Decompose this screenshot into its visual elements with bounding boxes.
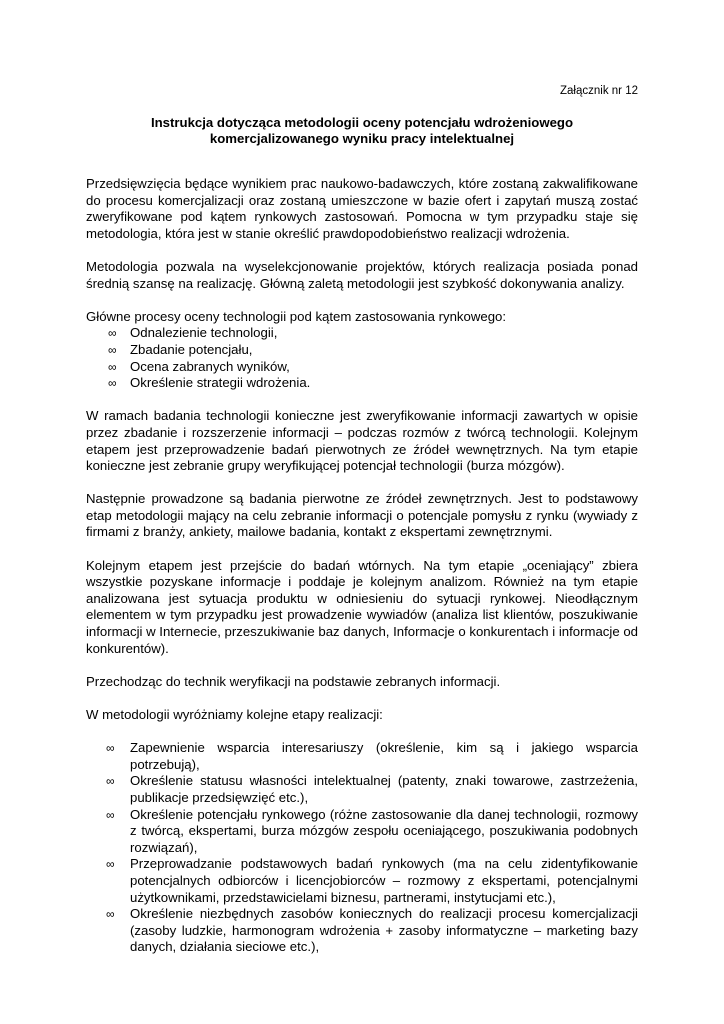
infinity-bullet-icon: ∞ xyxy=(108,376,117,391)
paragraph-processes-heading: Główne procesy oceny technologii pod kątem zastosowania rynkowego: xyxy=(86,308,507,324)
title-line-1: Instrukcja dotycząca metodologii oceny potencjału wdrożeniowego xyxy=(150,115,574,130)
infinity-bullet-icon: ∞ xyxy=(108,342,117,357)
stages-list xyxy=(86,740,638,956)
paragraph-secondary-research: Kolejnym etapem jest przejście do badań wtórnych. Na tym etapie „oceniający” zbiera wszystkie pozyskane informacje i poddaje je kolejnym analizom. Również na tym etapie analizowana jest sytuacja produktu w odniesieniu do sytuacji rynkowej. Nieodłącznym elementem w tym przypadku jest prowadzenie wywiadów (analiza list klientów, poszukiwanie informacji w Internecie, przeszukiwanie baz danych, Informacje o konkurentach i informacje od konkurentów). xyxy=(86,557,638,656)
infinity-bullet-icon: ∞ xyxy=(108,326,117,341)
infinity-bullet-icon: ∞ xyxy=(106,774,115,789)
paragraph-external-research: Następnie prowadzone są badania pierwotne ze źródeł zewnętrznych. Jest to podstawowy etap metodologii mający na celu zebranie informacji o potencjale pomysłu z rynku (wywiady z firmami z branży, ankiety, mailowe badania, kontakt z ekspertami zewnętrznymi. xyxy=(86,491,638,540)
list-item: ∞ Zbadanie potencjału, xyxy=(108,341,253,357)
paragraph-verification: Przechodząc do technik weryfikacji na podstawie zebranych informacji. xyxy=(86,673,501,689)
list-item: ∞ Określenie statusu własności intelektualnej (patenty, znaki towarowe, zastrzeżenia, publikacje przedsięwzięć etc.), xyxy=(106,773,638,805)
paragraph-methodology: Metodologia pozwala na wyselekcjonowanie projektów, których realizacja posiada ponad średnią szansę na realizację. Główną zaletą metodologii jest szybkość dokonywania analizy. xyxy=(86,258,638,291)
title-line-2: komercjalizowanego wyniku pracy intelektualnej xyxy=(209,131,515,146)
list-item: ∞ Odnalezienie technologii, xyxy=(108,325,278,341)
list-item: ∞ Zapewnienie wsparcia interesariuszy (określenie, kim są i jakiego wsparcia potrzebują), xyxy=(106,740,638,772)
list-item: ∞ Określenie niezbędnych zasobów koniecznych do realizacji procesu komercjalizacji (zasoby ludzkie, harmonogram wdrożenia + zasoby informatyczne – marketing bazy danych, działania sieciowe etc.), xyxy=(106,906,638,955)
infinity-bullet-icon: ∞ xyxy=(106,907,115,922)
infinity-bullet-icon: ∞ xyxy=(108,359,117,374)
paragraph-research: W ramach badania technologii konieczne jest zweryfikowanie informacji zawartych w opisie przez zbadanie i rozszerzenie informacji – podczas rozmów z twórcą technologii. Kolejnym etapem jest przeprowadzenie badań pierwotnych ze źródeł wewnętrznych. Na tym etapie konieczne jest zebranie grupy weryfikującej potencjał technologii (burza mózgów). xyxy=(86,408,638,474)
list-item: ∞ Określenie potencjału rynkowego (różne zastosowanie dla danej technologii, rozmowy z twórcą, ekspertami, burza mózgów zespołu oceniającego, poszukiwania podobnych rozwiązań), xyxy=(106,806,638,855)
list-item: ∞ Przeprowadzanie podstawowych badań rynkowych (ma na celu zidentyfikowanie potencjalnych odbiorców i licencjobiorców – rozmowy z ekspertami, potencjalnymi użytkownikami, przedstawicielami biznesu, partnerami, instytucjami etc.), xyxy=(106,856,638,905)
paragraph-intro: Przedsięwzięcia będące wynikiem prac naukowo-badawczych, które zostaną zakwalifikowane do procesu komercjalizacji oraz zostaną umieszczone w bazie ofert i zapytań muszą zostać zweryfikowane pod kątem rynkowych zastosowań. Pomocna w tym przypadku staje się metodologia, która jest w stanie określić prawdopodobieństwo realizacji wdrożenia. xyxy=(86,176,638,241)
infinity-bullet-icon: ∞ xyxy=(106,807,115,822)
process-list xyxy=(86,325,638,391)
infinity-bullet-icon: ∞ xyxy=(106,857,115,872)
list-item: ∞ Ocena zabranych wyników, xyxy=(108,358,290,374)
attachment-label: Załącznik nr 12 xyxy=(560,85,638,97)
document-title xyxy=(86,115,638,147)
paragraph-stages-heading: W metodologii wyróżniamy kolejne etapy realizacji: xyxy=(86,707,383,722)
list-item: ∞ Określenie strategii wdrożenia. xyxy=(108,375,311,391)
infinity-bullet-icon: ∞ xyxy=(106,741,115,756)
document-body xyxy=(86,176,638,973)
